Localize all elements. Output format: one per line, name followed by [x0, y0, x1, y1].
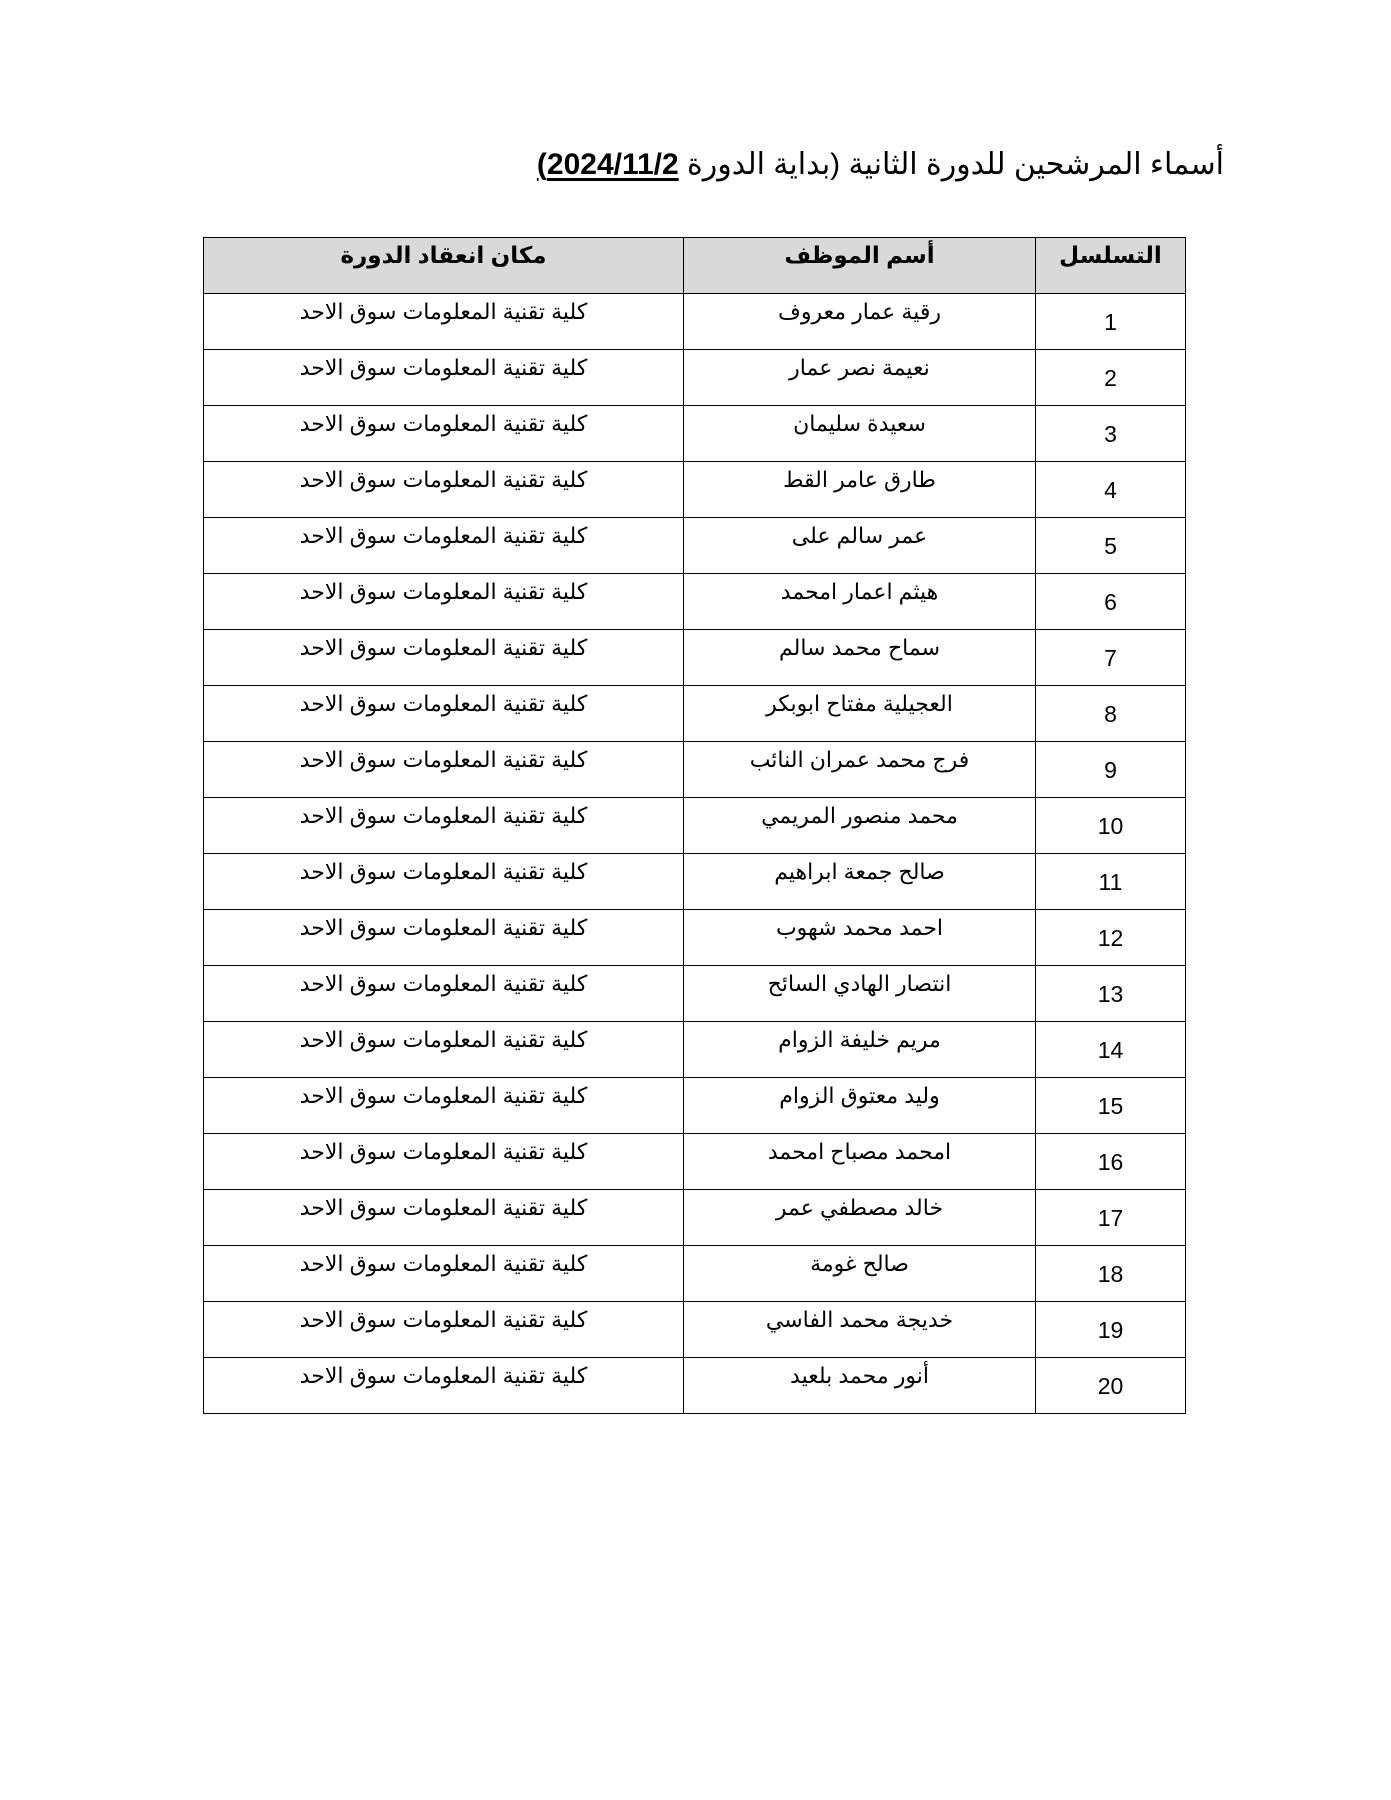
serial-cell: 7	[1036, 630, 1186, 686]
title-prefix: أسماء المرشحين للدورة الثانية (بداية الدورة	[687, 148, 1224, 181]
header-employee-name: أسم الموظف	[684, 238, 1036, 294]
venue-cell: كلية تقنية المعلومات سوق الاحد	[204, 518, 684, 574]
table-row	[204, 1134, 1186, 1190]
table-row	[204, 1190, 1186, 1246]
serial-cell: 11	[1036, 854, 1186, 910]
venue-cell: كلية تقنية المعلومات سوق الاحد	[204, 1078, 684, 1134]
venue-cell: كلية تقنية المعلومات سوق الاحد	[204, 294, 684, 350]
table-row	[204, 294, 1186, 350]
serial-cell: 14	[1036, 1022, 1186, 1078]
serial-cell: 15	[1036, 1078, 1186, 1134]
table-row	[204, 798, 1186, 854]
employee-name-cell: سماح محمد سالم	[684, 630, 1036, 686]
employee-name-cell: امحمد مصباح امحمد	[684, 1134, 1036, 1190]
serial-cell: 8	[1036, 686, 1186, 742]
title-date: 2024/11/2)	[536, 148, 679, 181]
serial-cell: 17	[1036, 1190, 1186, 1246]
serial-cell: 5	[1036, 518, 1186, 574]
table-row	[204, 630, 1186, 686]
table-row	[204, 966, 1186, 1022]
table-row	[204, 742, 1186, 798]
venue-cell: كلية تقنية المعلومات سوق الاحد	[204, 1022, 684, 1078]
venue-cell: كلية تقنية المعلومات سوق الاحد	[204, 966, 684, 1022]
employee-name-cell: طارق عامر القط	[684, 462, 1036, 518]
table-row	[204, 1246, 1186, 1302]
serial-cell: 20	[1036, 1358, 1186, 1414]
table-row	[204, 1302, 1186, 1358]
table-row	[204, 518, 1186, 574]
employee-name-cell: صالح غومة	[684, 1246, 1036, 1302]
table-row	[204, 406, 1186, 462]
employee-name-cell: انتصار الهادي السائح	[684, 966, 1036, 1022]
venue-cell: كلية تقنية المعلومات سوق الاحد	[204, 574, 684, 630]
serial-cell: 3	[1036, 406, 1186, 462]
table-row	[204, 854, 1186, 910]
employee-name-cell: صالح جمعة ابراهيم	[684, 854, 1036, 910]
header-venue: مكان انعقاد الدورة	[204, 238, 684, 294]
venue-cell: كلية تقنية المعلومات سوق الاحد	[204, 742, 684, 798]
table-row	[204, 686, 1186, 742]
venue-cell: كلية تقنية المعلومات سوق الاحد	[204, 910, 684, 966]
venue-cell: كلية تقنية المعلومات سوق الاحد	[204, 686, 684, 742]
candidates-table	[203, 237, 1186, 1414]
employee-name-cell: مريم خليفة الزوام	[684, 1022, 1036, 1078]
serial-cell: 4	[1036, 462, 1186, 518]
employee-name-cell: خالد مصطفي عمر	[684, 1190, 1036, 1246]
table-row	[204, 462, 1186, 518]
venue-cell: كلية تقنية المعلومات سوق الاحد	[204, 1134, 684, 1190]
venue-cell: كلية تقنية المعلومات سوق الاحد	[204, 854, 684, 910]
employee-name-cell: هيثم اعمار امحمد	[684, 574, 1036, 630]
serial-cell: 10	[1036, 798, 1186, 854]
employee-name-cell: أنور محمد بلعيد	[684, 1358, 1036, 1414]
table-row	[204, 350, 1186, 406]
serial-cell: 9	[1036, 742, 1186, 798]
employee-name-cell: نعيمة نصر عمار	[684, 350, 1036, 406]
table-row	[204, 1078, 1186, 1134]
venue-cell: كلية تقنية المعلومات سوق الاحد	[204, 462, 684, 518]
employee-name-cell: رقية عمار معروف	[684, 294, 1036, 350]
table-row	[204, 910, 1186, 966]
employee-name-cell: فرج محمد عمران النائب	[684, 742, 1036, 798]
venue-cell: كلية تقنية المعلومات سوق الاحد	[204, 1246, 684, 1302]
venue-cell: كلية تقنية المعلومات سوق الاحد	[204, 630, 684, 686]
employee-name-cell: خديجة محمد الفاسي	[684, 1302, 1036, 1358]
employee-name-cell: وليد معتوق الزوام	[684, 1078, 1036, 1134]
serial-cell: 1	[1036, 294, 1186, 350]
document-title	[200, 145, 1224, 185]
serial-cell: 18	[1036, 1246, 1186, 1302]
serial-cell: 19	[1036, 1302, 1186, 1358]
table-header-row	[204, 238, 1186, 294]
venue-cell: كلية تقنية المعلومات سوق الاحد	[204, 1302, 684, 1358]
table-row	[204, 1358, 1186, 1414]
venue-cell: كلية تقنية المعلومات سوق الاحد	[204, 798, 684, 854]
serial-cell: 6	[1036, 574, 1186, 630]
employee-name-cell: محمد منصور المريمي	[684, 798, 1036, 854]
employee-name-cell: عمر سالم على	[684, 518, 1036, 574]
venue-cell: كلية تقنية المعلومات سوق الاحد	[204, 406, 684, 462]
employee-name-cell: سعيدة سليمان	[684, 406, 1036, 462]
employee-name-cell: احمد محمد شهوب	[684, 910, 1036, 966]
serial-cell: 13	[1036, 966, 1186, 1022]
table-body	[204, 294, 1186, 1414]
serial-cell: 16	[1036, 1134, 1186, 1190]
table-row	[204, 574, 1186, 630]
table-row	[204, 1022, 1186, 1078]
venue-cell: كلية تقنية المعلومات سوق الاحد	[204, 1358, 684, 1414]
header-serial: التسلسل	[1036, 238, 1186, 294]
venue-cell: كلية تقنية المعلومات سوق الاحد	[204, 1190, 684, 1246]
venue-cell: كلية تقنية المعلومات سوق الاحد	[204, 350, 684, 406]
employee-name-cell: العجيلية مفتاح ابوبكر	[684, 686, 1036, 742]
serial-cell: 12	[1036, 910, 1186, 966]
serial-cell: 2	[1036, 350, 1186, 406]
